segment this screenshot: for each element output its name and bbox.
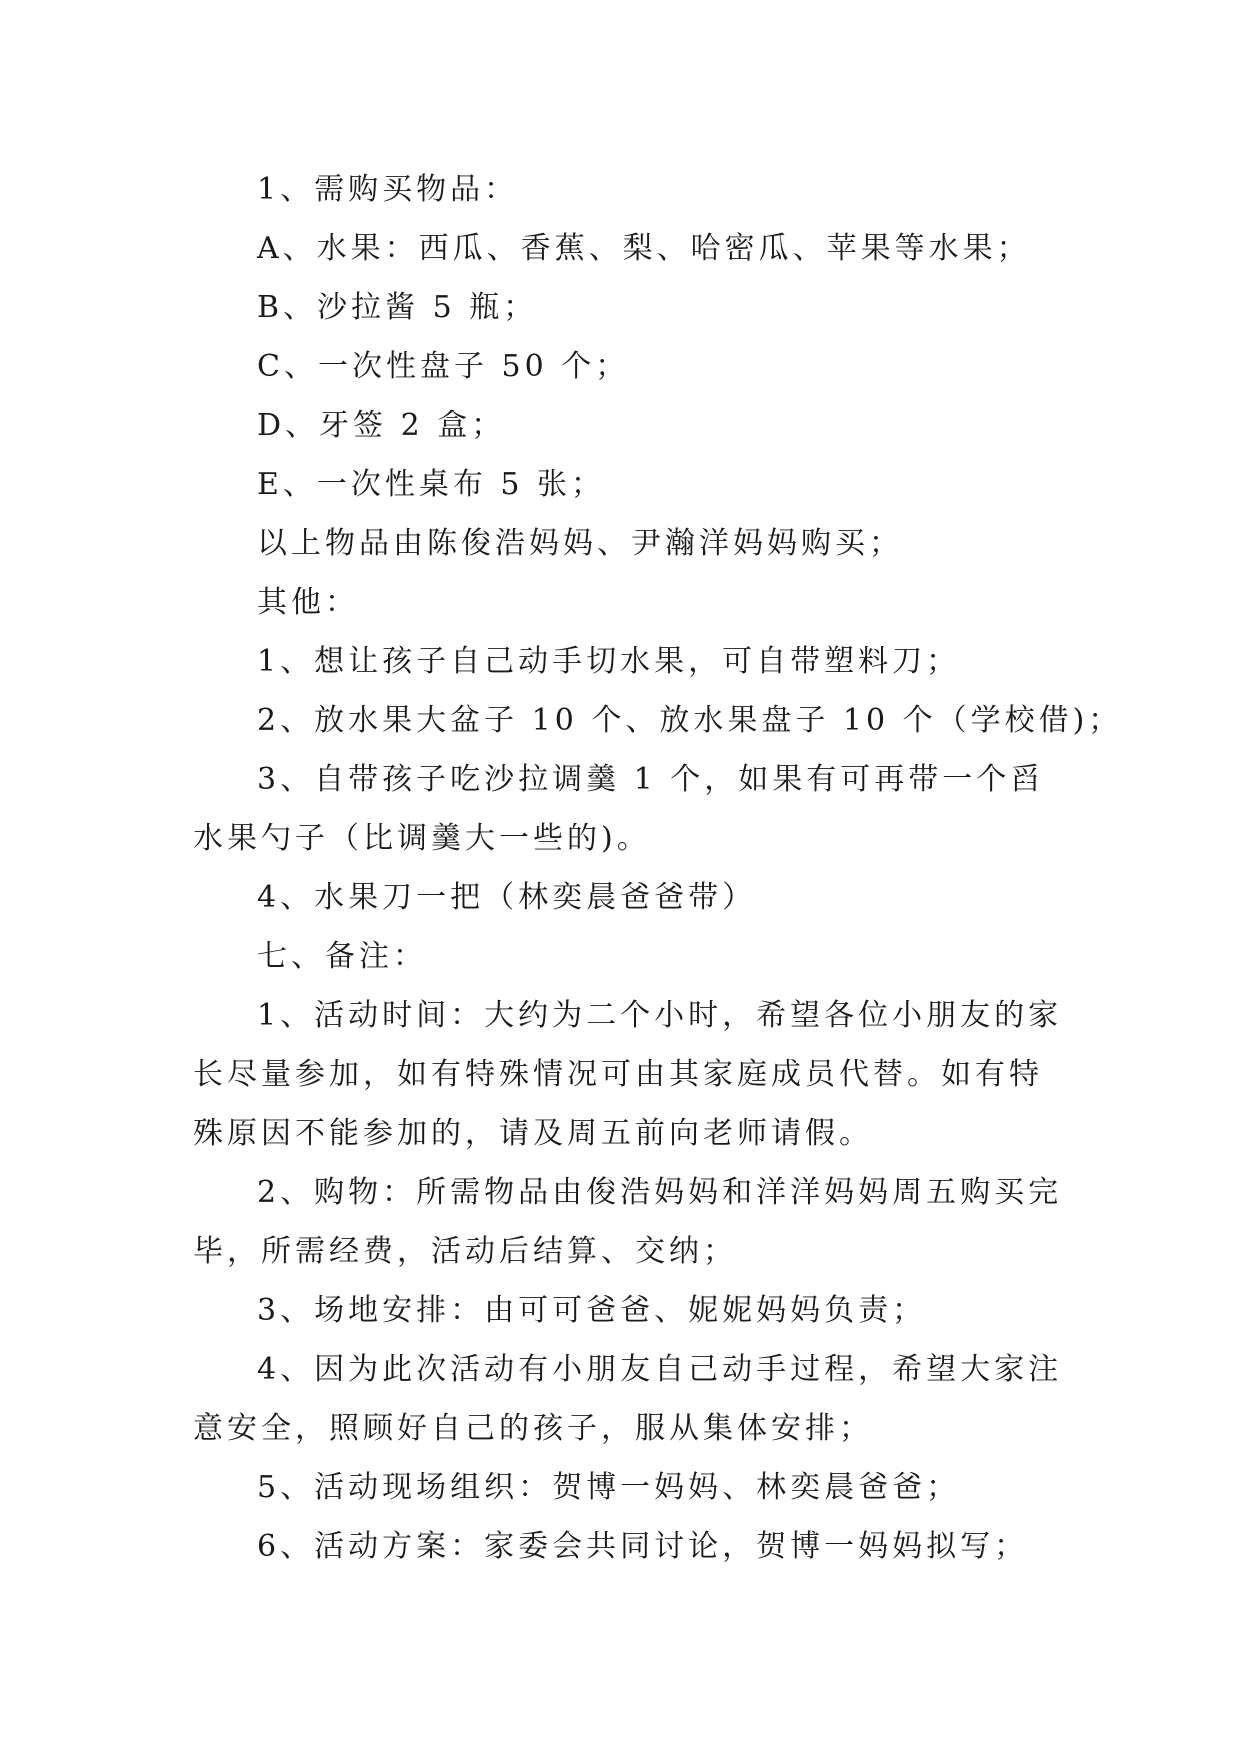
remark-2: 2、购物：所需物品由俊浩妈妈和洋洋妈妈周五购买完毕，所需经费，活动后结算、交纳； bbox=[193, 1175, 1063, 1269]
remark-3: 3、场地安排：由可可爸爸、妮妮妈妈负责； bbox=[257, 1293, 927, 1328]
purchase-heading: 1、需购买物品： bbox=[257, 172, 519, 207]
remark-5: 5、活动现场组织：贺博一妈妈、林奕晨爸爸； bbox=[257, 1470, 961, 1505]
purchase-responsibility: 以上物品由陈俊浩妈妈、尹瀚洋妈妈购买； bbox=[257, 526, 903, 561]
remarks-heading: 七、备注： bbox=[257, 939, 427, 974]
other-item-2: 2、放水果大盆子 10 个、放水果盘子 10 个（学校借)； bbox=[257, 703, 1123, 738]
item-plates: C、一次性盘子 50 个； bbox=[257, 349, 630, 384]
remark-4: 4、因为此次活动有小朋友自己动手过程，希望大家注意安全，照顾好自己的孩子，服从集体安排； bbox=[193, 1352, 1063, 1446]
other-item-1: 1、想让孩子自己动手切水果，可自带塑料刀； bbox=[257, 644, 961, 679]
other-item-3: 3、自带孩子吃沙拉调羹 1 个，如果有可再带一个舀水果勺子（比调羹大一些的)。 bbox=[193, 762, 1045, 856]
remark-1: 1、活动时间：大约为二个小时，希望各位小朋友的家长尽量参加，如有特殊情况可由其家庭成员代替。如有特殊原因不能参加的，请及周五前向老师请假。 bbox=[193, 998, 1063, 1151]
other-heading: 其他： bbox=[257, 585, 359, 620]
item-fruit: A、水果：西瓜、香蕉、梨、哈密瓜、苹果等水果； bbox=[257, 231, 1031, 266]
item-toothpicks: D、牙签 2 盒； bbox=[257, 408, 506, 443]
item-salad-dressing: B、沙拉酱 5 瓶； bbox=[257, 290, 538, 325]
other-item-4: 4、水果刀一把（林奕晨爸爸带） bbox=[257, 880, 757, 915]
document-body bbox=[193, 160, 1123, 1576]
remark-6: 6、活动方案：家委会共同讨论，贺博一妈妈拟写； bbox=[257, 1529, 1029, 1564]
item-tablecloths: E、一次性桌布 5 张； bbox=[257, 467, 606, 502]
